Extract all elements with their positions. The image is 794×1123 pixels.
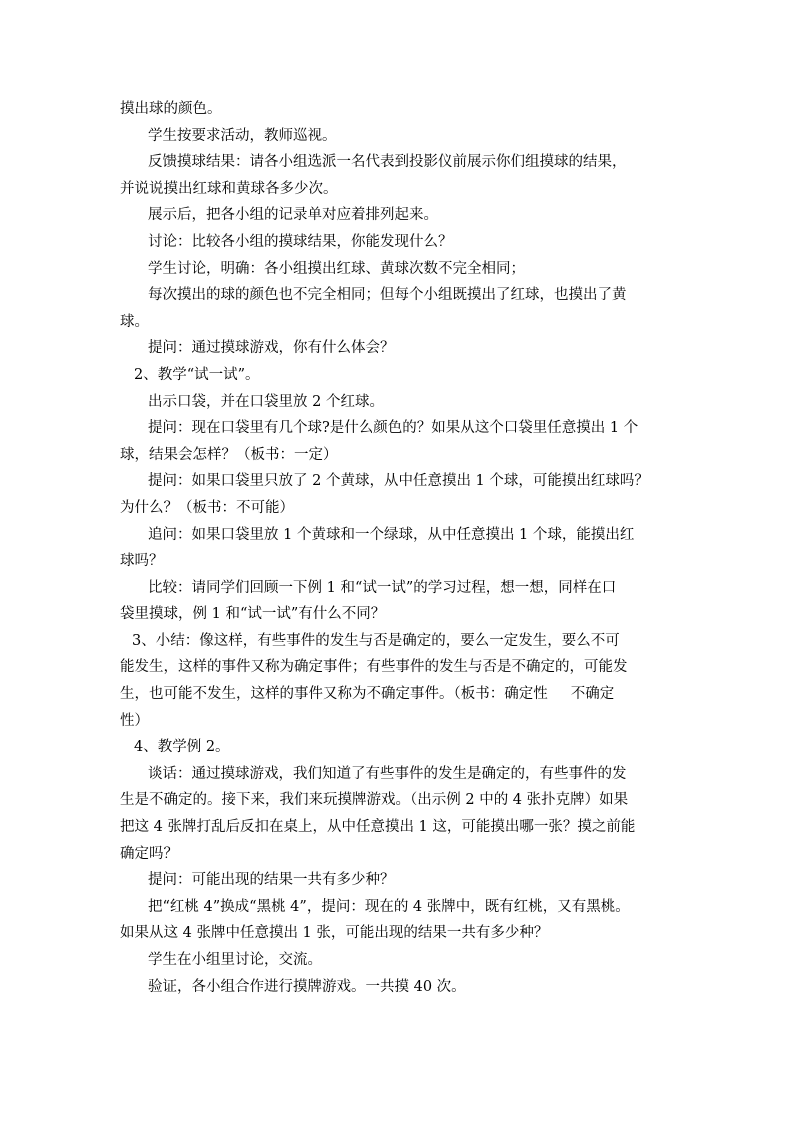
section-heading: 3、小结：像这样，有些事件的发生与否是确定的，要么一定发生，要么不可 (132, 632, 620, 649)
text-line: 确定吗？ (120, 845, 178, 862)
section-heading: 2、教学“试一试”。 (134, 366, 260, 383)
text-line: 生，也可能不发生，这样的事件又称为不确定事件。（板书：确定性 不确定 (120, 686, 615, 703)
text-line: 学生讨论，明确：各小组摸出红球、黄球次数不完全相同； (148, 260, 525, 277)
text-line: 球。 (120, 313, 149, 330)
text-line: 反馈摸球结果：请各小组选派一名代表到投影仪前展示你们组摸球的结果， (148, 154, 627, 171)
text-line: 袋里摸球，例 1 和“试一试”有什么不同？ (120, 606, 386, 623)
text-line: 生是不确定的。接下来，我们来玩摸牌游戏。（出示例 2 中的 4 张扑克牌）如果 (120, 792, 629, 809)
text-line: 讨论：比较各小组的摸球结果，你能发现什么？ (148, 233, 453, 250)
text-line: 验证，各小组合作进行摸牌游戏。一共摸 40 次。 (148, 978, 466, 995)
text-line: 学生按要求活动，教师巡视。 (148, 127, 337, 144)
text-line: 追问：如果口袋里放 1 个黄球和一个绿球，从中任意摸出 1 个球，能摸出红 (148, 526, 635, 543)
section-heading: 4、教学例 2。 (134, 739, 230, 756)
text-line: 展示后，把各小组的记录单对应着排列起来。 (148, 207, 438, 224)
text-line: 学生在小组里讨论，交流。 (148, 952, 322, 968)
text-line: 提问：通过摸球游戏，你有什么体会？ (148, 340, 395, 357)
text-line: 提问：如果口袋里只放了 2 个黄球，从中任意摸出 1 个球，可能摸出红球吗？ (148, 473, 649, 490)
text-line: 比较：请同学们回顾一下例 1 和“试一试”的学习过程，想一想，同样在口 (148, 579, 617, 596)
document-body (120, 96, 676, 1000)
text-line: 并说说摸出红球和黄球各多少次。 (120, 180, 338, 197)
text-line: 把这 4 张牌打乱后反扣在桌上，从中任意摸出 1 这，可能摸出哪一张？摸之前能 (120, 819, 636, 836)
text-line: 摸出球的颜色。 (120, 101, 222, 117)
text-line: 能发生，这样的事件又称为确定事件；有些事件的发生与否是不确定的，可能发 (120, 659, 628, 676)
text-line: 性） (120, 712, 149, 729)
text-line: 把“红桃 4”换成“黑桃 4”，提问：现在的 4 张牌中，既有红桃，又有黑桃。 (148, 898, 630, 915)
text-line: 谈话：通过摸球游戏，我们知道了有些事件的发生是确定的，有些事件的发 (148, 765, 627, 782)
text-line: 每次摸出的球的颜色也不完全相同；但每个小组既摸出了红球，也摸出了黄 (148, 287, 627, 304)
text-line: 为什么？（板书：不可能） (120, 499, 294, 516)
text-line: 提问：可能出现的结果一共有多少种？ (148, 872, 395, 889)
text-line: 如果从这 4 张牌中任意摸出 1 张，可能出现的结果一共有多少种？ (120, 925, 549, 942)
text-line: 出示口袋，并在口袋里放 2 个红球。 (148, 393, 384, 410)
text-line: 提问：现在口袋里有几个球?是什么颜色的？如果从这个口袋里任意摸出 1 个 (148, 420, 639, 437)
text-line: 球，结果会怎样？（板书：一定） (120, 446, 338, 463)
text-line: 球吗？ (120, 553, 164, 570)
